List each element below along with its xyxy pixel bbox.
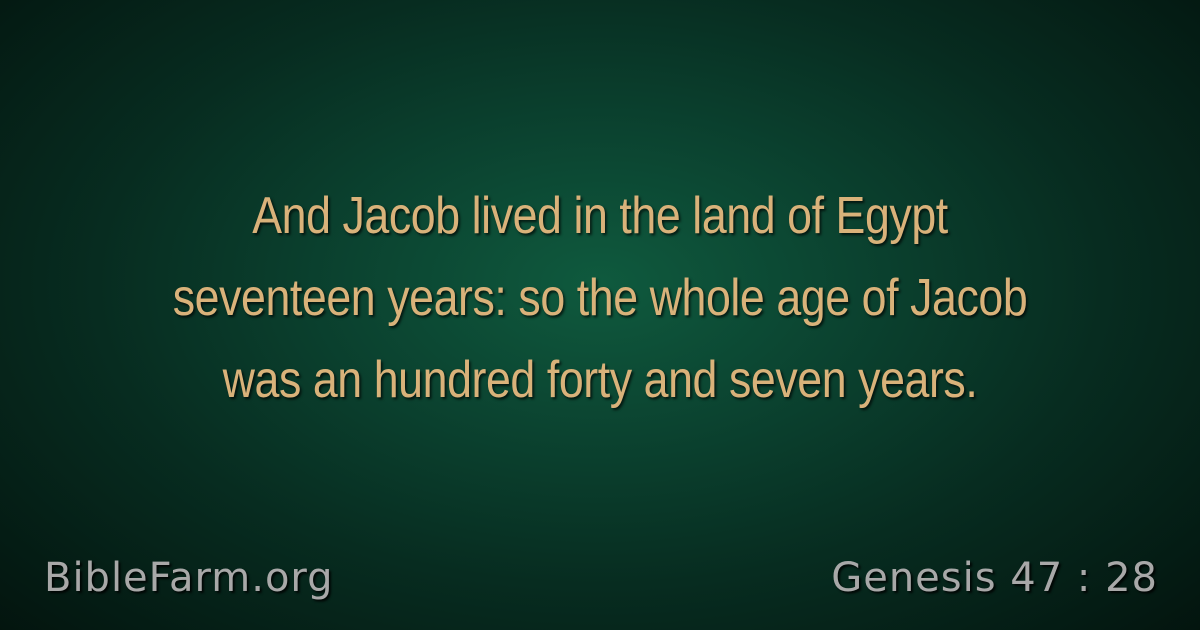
verse-text [118, 175, 1081, 421]
site-name: BibleFarm.org [44, 555, 334, 601]
verse-reference: Genesis 47 : 28 [831, 555, 1158, 601]
verse-line-1: And Jacob lived in the land of Egypt [252, 187, 948, 245]
verse-line-3: was an hundred forty and seven years. [222, 351, 978, 409]
verse-line-2: seventeen years: so the whole age of Jacob [172, 269, 1028, 327]
